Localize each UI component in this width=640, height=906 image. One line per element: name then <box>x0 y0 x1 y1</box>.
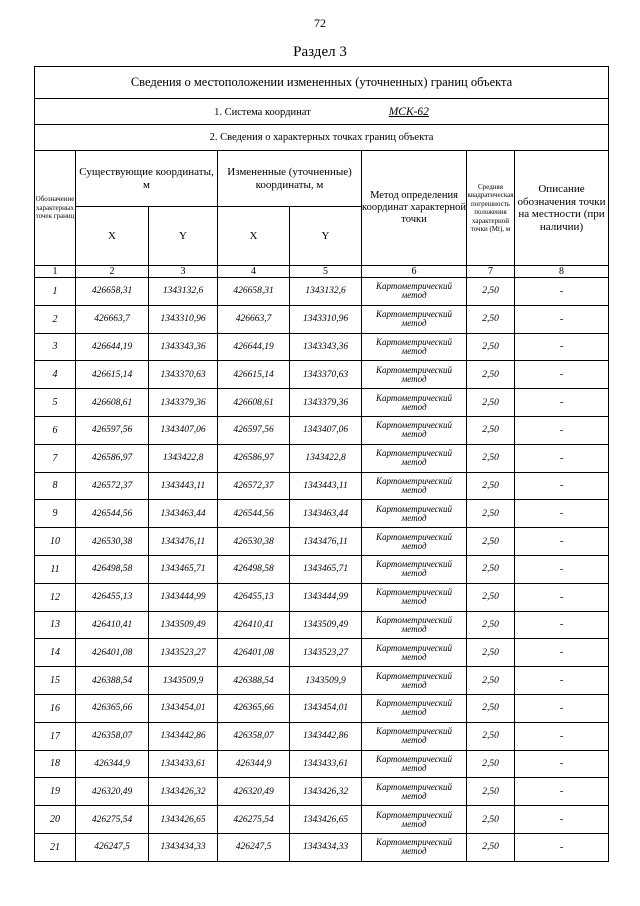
changed-y-cell: 1343465,71 <box>290 555 362 583</box>
point-number-cell: 7 <box>35 444 76 472</box>
existing-x-cell: 426608,61 <box>76 389 149 417</box>
error-cell: 2,50 <box>467 278 515 306</box>
changed-x-cell: 426498,58 <box>218 555 290 583</box>
existing-y-cell: 1343426,32 <box>149 778 218 806</box>
changed-x-cell: 426344,9 <box>218 750 290 778</box>
points-heading: 2. Сведения о характерных точках границ объекта <box>35 125 609 151</box>
description-cell: - <box>515 444 609 472</box>
existing-y-cell: 1343434,33 <box>149 833 218 861</box>
existing-x-cell: 426644,19 <box>76 333 149 361</box>
existing-x-cell: 426658,31 <box>76 278 149 306</box>
method-cell: Картометрический метод <box>362 639 467 667</box>
changed-x-cell: 426320,49 <box>218 778 290 806</box>
point-number-cell: 21 <box>35 833 76 861</box>
existing-y-cell: 1343476,11 <box>149 528 218 556</box>
column-number: 4 <box>218 266 290 278</box>
changed-x-cell: 426530,38 <box>218 528 290 556</box>
description-cell: - <box>515 722 609 750</box>
point-number-cell: 6 <box>35 416 76 444</box>
error-cell: 2,50 <box>467 833 515 861</box>
existing-x-cell: 426597,56 <box>76 416 149 444</box>
existing-y-cell: 1343509,49 <box>149 611 218 639</box>
changed-x-cell: 426388,54 <box>218 667 290 695</box>
changed-y-cell: 1343370,63 <box>290 361 362 389</box>
error-cell: 2,50 <box>467 361 515 389</box>
description-cell: - <box>515 416 609 444</box>
description-cell: - <box>515 472 609 500</box>
error-cell: 2,50 <box>467 694 515 722</box>
table-row <box>35 416 609 444</box>
error-cell: 2,50 <box>467 611 515 639</box>
description-cell: - <box>515 778 609 806</box>
existing-x-cell: 426615,14 <box>76 361 149 389</box>
table-row <box>35 389 609 417</box>
description-cell: - <box>515 750 609 778</box>
existing-y-cell: 1343370,63 <box>149 361 218 389</box>
changed-y-cell: 1343509,49 <box>290 611 362 639</box>
changed-x-cell: 426544,56 <box>218 500 290 528</box>
description-cell: - <box>515 528 609 556</box>
changed-x-cell: 426658,31 <box>218 278 290 306</box>
existing-x-cell: 426410,41 <box>76 611 149 639</box>
existing-y-cell: 1343426,65 <box>149 806 218 834</box>
method-cell: Картометрический метод <box>362 583 467 611</box>
table-row <box>35 611 609 639</box>
column-number: 3 <box>149 266 218 278</box>
changed-y-cell: 1343422,8 <box>290 444 362 472</box>
table-row <box>35 361 609 389</box>
changed-x-cell: 426358,07 <box>218 722 290 750</box>
changed-y-cell: 1343476,11 <box>290 528 362 556</box>
col-changed-y-header: Y <box>290 207 362 266</box>
existing-x-cell: 426275,54 <box>76 806 149 834</box>
table-row <box>35 528 609 556</box>
description-cell: - <box>515 833 609 861</box>
existing-x-cell: 426586,97 <box>76 444 149 472</box>
column-number-row <box>35 266 609 278</box>
error-cell: 2,50 <box>467 333 515 361</box>
coordinate-system-value: МСК-62 <box>388 105 429 118</box>
method-cell: Картометрический метод <box>362 528 467 556</box>
point-number-cell: 1 <box>35 278 76 306</box>
existing-x-cell: 426498,58 <box>76 555 149 583</box>
point-number-cell: 13 <box>35 611 76 639</box>
description-cell: - <box>515 500 609 528</box>
error-cell: 2,50 <box>467 444 515 472</box>
existing-y-cell: 1343379,36 <box>149 389 218 417</box>
error-cell: 2,50 <box>467 500 515 528</box>
changed-y-cell: 1343509,9 <box>290 667 362 695</box>
page-number: 72 <box>314 16 326 30</box>
column-number: 8 <box>515 266 609 278</box>
description-cell: - <box>515 639 609 667</box>
error-cell: 2,50 <box>467 583 515 611</box>
col-description-header: Описание обозначения точки на местности (при наличии) <box>515 151 609 266</box>
point-number-cell: 11 <box>35 555 76 583</box>
column-number: 7 <box>467 266 515 278</box>
method-cell: Картометрический метод <box>362 389 467 417</box>
description-cell: - <box>515 583 609 611</box>
changed-x-cell: 426572,37 <box>218 472 290 500</box>
point-number-cell: 19 <box>35 778 76 806</box>
point-number-cell: 16 <box>35 694 76 722</box>
table-row <box>35 833 609 861</box>
method-cell: Картометрический метод <box>362 667 467 695</box>
description-cell: - <box>515 333 609 361</box>
existing-x-cell: 426358,07 <box>76 722 149 750</box>
column-number: 2 <box>76 266 149 278</box>
method-cell: Картометрический метод <box>362 416 467 444</box>
existing-x-cell: 426320,49 <box>76 778 149 806</box>
error-cell: 2,50 <box>467 528 515 556</box>
error-cell: 2,50 <box>467 305 515 333</box>
error-cell: 2,50 <box>467 416 515 444</box>
point-number-cell: 20 <box>35 806 76 834</box>
table-row <box>35 667 609 695</box>
table-row <box>35 694 609 722</box>
boundary-points-table <box>34 66 609 862</box>
changed-x-cell: 426247,5 <box>218 833 290 861</box>
method-cell: Картометрический метод <box>362 750 467 778</box>
existing-y-cell: 1343463,44 <box>149 500 218 528</box>
description-cell: - <box>515 667 609 695</box>
description-cell: - <box>515 278 609 306</box>
existing-x-cell: 426344,9 <box>76 750 149 778</box>
point-number-cell: 3 <box>35 333 76 361</box>
col-method-header: Метод определения координат характерной точки <box>362 151 467 266</box>
method-cell: Картометрический метод <box>362 305 467 333</box>
changed-y-cell: 1343523,27 <box>290 639 362 667</box>
col-existing-y-header: Y <box>149 207 218 266</box>
changed-x-cell: 426410,41 <box>218 611 290 639</box>
method-cell: Картометрический метод <box>362 833 467 861</box>
point-number-cell: 10 <box>35 528 76 556</box>
table-row <box>35 583 609 611</box>
coordinate-system-label: 1. Система координат <box>214 106 311 118</box>
changed-y-cell: 1343463,44 <box>290 500 362 528</box>
description-cell: - <box>515 361 609 389</box>
method-cell: Картометрический метод <box>362 611 467 639</box>
col-changed-header: Измененные (уточненные) координаты, м <box>218 151 362 207</box>
column-number: 1 <box>35 266 76 278</box>
table-row <box>35 278 609 306</box>
existing-x-cell: 426663,7 <box>76 305 149 333</box>
existing-y-cell: 1343443,11 <box>149 472 218 500</box>
changed-x-cell: 426663,7 <box>218 305 290 333</box>
method-cell: Картометрический метод <box>362 500 467 528</box>
table-row <box>35 639 609 667</box>
error-cell: 2,50 <box>467 555 515 583</box>
existing-y-cell: 1343343,36 <box>149 333 218 361</box>
changed-x-cell: 426455,13 <box>218 583 290 611</box>
table-row <box>35 472 609 500</box>
description-cell: - <box>515 389 609 417</box>
changed-y-cell: 1343434,33 <box>290 833 362 861</box>
point-number-cell: 4 <box>35 361 76 389</box>
existing-y-cell: 1343454,01 <box>149 694 218 722</box>
existing-y-cell: 1343523,27 <box>149 639 218 667</box>
existing-y-cell: 1343465,71 <box>149 555 218 583</box>
column-number: 5 <box>290 266 362 278</box>
error-cell: 2,50 <box>467 472 515 500</box>
changed-x-cell: 426644,19 <box>218 333 290 361</box>
changed-x-cell: 426597,56 <box>218 416 290 444</box>
method-cell: Картометрический метод <box>362 694 467 722</box>
error-cell: 2,50 <box>467 806 515 834</box>
table-row <box>35 444 609 472</box>
existing-y-cell: 1343407,06 <box>149 416 218 444</box>
col-changed-x-header: X <box>218 207 290 266</box>
existing-x-cell: 426401,08 <box>76 639 149 667</box>
table-row <box>35 722 609 750</box>
method-cell: Картометрический метод <box>362 361 467 389</box>
changed-y-cell: 1343443,11 <box>290 472 362 500</box>
changed-y-cell: 1343433,61 <box>290 750 362 778</box>
point-number-cell: 18 <box>35 750 76 778</box>
table-body <box>35 278 609 862</box>
method-cell: Картометрический метод <box>362 806 467 834</box>
method-cell: Картометрический метод <box>362 472 467 500</box>
error-cell: 2,50 <box>467 667 515 695</box>
existing-x-cell: 426544,56 <box>76 500 149 528</box>
point-number-cell: 15 <box>35 667 76 695</box>
changed-x-cell: 426586,97 <box>218 444 290 472</box>
existing-y-cell: 1343433,61 <box>149 750 218 778</box>
existing-x-cell: 426365,66 <box>76 694 149 722</box>
col-designation-header: Обозначение характерных точек границ <box>35 151 76 266</box>
table-row <box>35 555 609 583</box>
existing-x-cell: 426572,37 <box>76 472 149 500</box>
description-cell: - <box>515 555 609 583</box>
existing-y-cell: 1343442,86 <box>149 722 218 750</box>
changed-y-cell: 1343426,65 <box>290 806 362 834</box>
column-number: 6 <box>362 266 467 278</box>
changed-x-cell: 426365,66 <box>218 694 290 722</box>
existing-y-cell: 1343509,9 <box>149 667 218 695</box>
changed-y-cell: 1343379,36 <box>290 389 362 417</box>
changed-y-cell: 1343132,6 <box>290 278 362 306</box>
error-cell: 2,50 <box>467 778 515 806</box>
table-heading: Сведения о местоположении измененных (уточненных) границ объекта <box>35 67 609 99</box>
error-cell: 2,50 <box>467 750 515 778</box>
existing-y-cell: 1343444,99 <box>149 583 218 611</box>
point-number-cell: 2 <box>35 305 76 333</box>
existing-x-cell: 426530,38 <box>76 528 149 556</box>
existing-x-cell: 426388,54 <box>76 667 149 695</box>
table-row <box>35 333 609 361</box>
changed-y-cell: 1343310,96 <box>290 305 362 333</box>
changed-y-cell: 1343343,36 <box>290 333 362 361</box>
changed-x-cell: 426615,14 <box>218 361 290 389</box>
table-row <box>35 750 609 778</box>
point-number-cell: 9 <box>35 500 76 528</box>
description-cell: - <box>515 611 609 639</box>
error-cell: 2,50 <box>467 722 515 750</box>
changed-y-cell: 1343407,06 <box>290 416 362 444</box>
changed-x-cell: 426401,08 <box>218 639 290 667</box>
method-cell: Картометрический метод <box>362 722 467 750</box>
col-error-header: Средняя квадратическая погрешность положения характерной точки (Mt), м <box>467 151 515 266</box>
col-existing-x-header: X <box>76 207 149 266</box>
existing-y-cell: 1343422,8 <box>149 444 218 472</box>
col-existing-header: Существующие координаты, м <box>76 151 218 207</box>
point-number-cell: 17 <box>35 722 76 750</box>
point-number-cell: 5 <box>35 389 76 417</box>
method-cell: Картометрический метод <box>362 555 467 583</box>
method-cell: Картометрический метод <box>362 333 467 361</box>
method-cell: Картометрический метод <box>362 778 467 806</box>
method-cell: Картометрический метод <box>362 444 467 472</box>
point-number-cell: 12 <box>35 583 76 611</box>
error-cell: 2,50 <box>467 389 515 417</box>
error-cell: 2,50 <box>467 639 515 667</box>
coordinate-system-row <box>35 99 609 125</box>
table-row <box>35 778 609 806</box>
table-row <box>35 806 609 834</box>
section-title: Раздел 3 <box>293 44 347 60</box>
point-number-cell: 8 <box>35 472 76 500</box>
description-cell: - <box>515 806 609 834</box>
description-cell: - <box>515 305 609 333</box>
changed-x-cell: 426608,61 <box>218 389 290 417</box>
changed-y-cell: 1343454,01 <box>290 694 362 722</box>
changed-y-cell: 1343444,99 <box>290 583 362 611</box>
existing-x-cell: 426247,5 <box>76 833 149 861</box>
changed-x-cell: 426275,54 <box>218 806 290 834</box>
changed-y-cell: 1343442,86 <box>290 722 362 750</box>
existing-x-cell: 426455,13 <box>76 583 149 611</box>
existing-y-cell: 1343310,96 <box>149 305 218 333</box>
point-number-cell: 14 <box>35 639 76 667</box>
table-row <box>35 305 609 333</box>
changed-y-cell: 1343426,32 <box>290 778 362 806</box>
description-cell: - <box>515 694 609 722</box>
method-cell: Картометрический метод <box>362 278 467 306</box>
existing-y-cell: 1343132,6 <box>149 278 218 306</box>
table-row <box>35 500 609 528</box>
